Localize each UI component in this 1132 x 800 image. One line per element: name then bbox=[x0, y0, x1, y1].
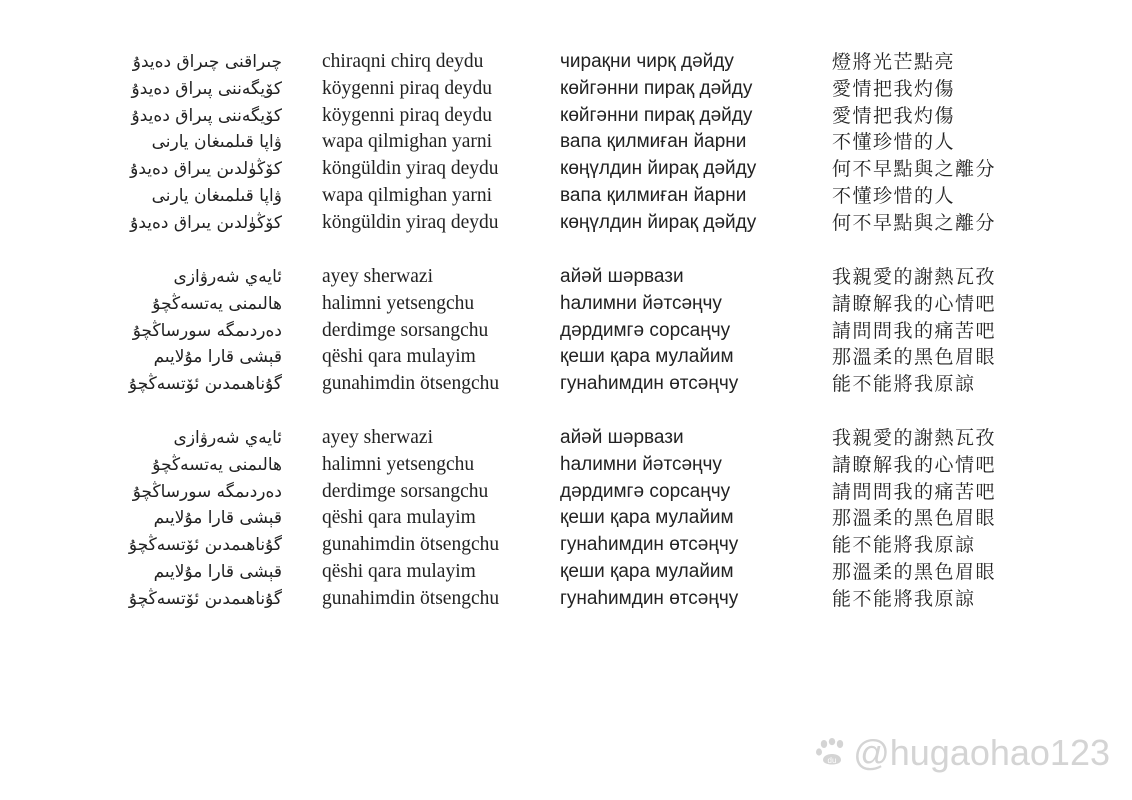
cyrillic-text: һалимни йәтсәңчу bbox=[560, 292, 722, 314]
cyrillic-text: вапа қилмиған йарни bbox=[560, 131, 747, 153]
chinese-text: 能不能將我原諒 bbox=[832, 587, 976, 610]
stanza-2 bbox=[0, 264, 1132, 398]
cyrillic-text: чирақни чирқ дәйду bbox=[560, 51, 734, 72]
chinese-text: 那溫柔的黑色眉眼 bbox=[832, 507, 997, 530]
watermark bbox=[815, 732, 1110, 774]
chinese-text: 請問問我的痛苦吧 bbox=[832, 319, 997, 342]
uyghur-text: دەردىمگە سورساڭچۇ bbox=[132, 320, 282, 341]
cyrillic-text: айәй шәрвази bbox=[560, 427, 684, 448]
stanza-3 bbox=[0, 425, 1132, 613]
latin-text: köngüldin yiraq deydu bbox=[322, 158, 499, 180]
watermark-text: @hugaohao123 bbox=[853, 732, 1110, 773]
uyghur-text: قېشى قارا مۇلايىم bbox=[153, 561, 282, 582]
chinese-text: 請瞭解我的心情吧 bbox=[832, 453, 997, 476]
lyric-line bbox=[0, 425, 1132, 452]
cyrillic-text: көңүлдин йирақ дәйду bbox=[560, 211, 757, 233]
uyghur-text: ھالىمنى يەتسەڭچۇ bbox=[152, 454, 282, 475]
cyrillic-text: қеши қара мулайим bbox=[560, 346, 734, 368]
watermark-logo-text: du bbox=[827, 756, 837, 765]
uyghur-text: دەردىمگە سورساڭچۇ bbox=[132, 481, 282, 502]
cyrillic-text: көңүлдин йирақ дәйду bbox=[560, 158, 757, 180]
cyrillic-text: гунаһимдин өтсәңчу bbox=[560, 587, 739, 609]
lyric-line bbox=[0, 586, 1132, 613]
latin-text: gunahimdin ötsengchu bbox=[322, 587, 500, 609]
chinese-text: 請瞭解我的心情吧 bbox=[832, 292, 997, 315]
lyric-line bbox=[0, 76, 1132, 103]
lyric-line bbox=[0, 49, 1132, 76]
chinese-text: 何不早點與之離分 bbox=[832, 158, 997, 181]
uyghur-text: قېشى قارا مۇلايىم bbox=[153, 508, 282, 529]
chinese-text: 愛情把我灼傷 bbox=[832, 104, 956, 127]
latin-text: qëshi qara mulayim bbox=[322, 507, 476, 529]
chinese-text: 燈將光芒點亮 bbox=[832, 51, 956, 73]
uyghur-text: چىراقنى چىراق دەيدۇ bbox=[132, 52, 282, 72]
latin-text: wapa qilmighan yarni bbox=[322, 131, 493, 153]
lyric-line bbox=[0, 318, 1132, 345]
uyghur-text: گۇناھىمدىن ئۆتسەڭچۇ bbox=[128, 535, 282, 556]
lyric-line bbox=[0, 559, 1132, 586]
cyrillic-text: айәй шәрвази bbox=[560, 266, 684, 287]
chinese-text: 不懂珍惜的人 bbox=[832, 184, 956, 207]
uyghur-text: كۆيگەننى پىراق دەيدۇ bbox=[131, 78, 282, 99]
stanza-1 bbox=[0, 49, 1132, 237]
lyric-line bbox=[0, 156, 1132, 183]
latin-text: ayey sherwazi bbox=[322, 266, 433, 287]
latin-text: chiraqni chirq deydu bbox=[322, 51, 484, 72]
uyghur-text: گۇناھىمدىن ئۆتسەڭچۇ bbox=[128, 588, 282, 609]
chinese-text: 能不能將我原諒 bbox=[832, 373, 976, 396]
latin-text: halimni yetsengchu bbox=[322, 292, 475, 314]
cyrillic-text: қеши қара мулайим bbox=[560, 507, 734, 529]
latin-text: ayey sherwazi bbox=[322, 427, 433, 448]
chinese-text: 能不能將我原諒 bbox=[832, 534, 976, 557]
cyrillic-text: көйгәнни пирақ дәйду bbox=[560, 77, 753, 99]
chinese-text: 那溫柔的黑色眉眼 bbox=[832, 346, 997, 369]
lyric-line bbox=[0, 505, 1132, 532]
cyrillic-text: вапа қилмиған йарни bbox=[560, 184, 747, 206]
lyric-line bbox=[0, 344, 1132, 371]
uyghur-text: ئايەي شەرۋازى bbox=[173, 267, 282, 287]
uyghur-text: ۋاپا قىلمىغان يارنى bbox=[151, 132, 282, 153]
cyrillic-text: гунаһимдин өтсәңчу bbox=[560, 373, 739, 395]
latin-text: qëshi qara mulayim bbox=[322, 560, 476, 582]
chinese-text: 我親愛的謝熱瓦孜 bbox=[832, 427, 997, 449]
lyric-line bbox=[0, 291, 1132, 318]
lyric-line bbox=[0, 103, 1132, 130]
uyghur-text: ئايەي شەرۋازى bbox=[173, 428, 282, 448]
latin-text: köygenni piraq deydu bbox=[322, 77, 493, 99]
chinese-text: 我親愛的謝熱瓦孜 bbox=[832, 266, 997, 288]
latin-text: derdimge sorsangchu bbox=[322, 319, 489, 341]
uyghur-text: گۇناھىمدىن ئۆتسەڭچۇ bbox=[128, 374, 282, 395]
cyrillic-text: һалимни йәтсәңчу bbox=[560, 453, 722, 475]
latin-text: wapa qilmighan yarni bbox=[322, 184, 493, 206]
cyrillic-text: қеши қара мулайим bbox=[560, 560, 734, 582]
lyric-line bbox=[0, 371, 1132, 398]
uyghur-text: كۆڭۈلدىن يىراق دەيدۇ bbox=[130, 159, 282, 180]
cyrillic-text: гунаһимдин өтсәңчу bbox=[560, 534, 739, 556]
chinese-text: 請問問我的痛苦吧 bbox=[832, 480, 997, 503]
uyghur-text: كۆڭۈلدىن يىراق دەيدۇ bbox=[130, 212, 282, 233]
cyrillic-text: көйгәнни пирақ дәйду bbox=[560, 104, 753, 126]
latin-text: derdimge sorsangchu bbox=[322, 480, 489, 502]
uyghur-text: كۆيگەننى پىراق دەيدۇ bbox=[131, 105, 282, 126]
latin-text: qëshi qara mulayim bbox=[322, 346, 476, 368]
latin-text: gunahimdin ötsengchu bbox=[322, 373, 500, 395]
uyghur-text: ھالىمنى يەتسەڭچۇ bbox=[152, 293, 282, 314]
cyrillic-text: дәрдимгә сорсаңчу bbox=[560, 319, 731, 341]
cyrillic-text: дәрдимгә сорсаңчу bbox=[560, 480, 731, 502]
chinese-text: 不懂珍惜的人 bbox=[832, 131, 956, 154]
uyghur-text: قېشى قارا مۇلايىم bbox=[153, 347, 282, 368]
paw-logo-icon bbox=[815, 738, 849, 768]
lyric-line bbox=[0, 452, 1132, 479]
chinese-text: 何不早點與之離分 bbox=[832, 211, 997, 234]
chinese-text: 那溫柔的黑色眉眼 bbox=[832, 560, 997, 583]
uyghur-text: ۋاپا قىلمىغان يارنى bbox=[151, 185, 282, 206]
chinese-text: 愛情把我灼傷 bbox=[832, 77, 956, 100]
latin-text: gunahimdin ötsengchu bbox=[322, 534, 500, 556]
latin-text: köygenni piraq deydu bbox=[322, 104, 493, 126]
lyric-line bbox=[0, 210, 1132, 237]
lyric-line bbox=[0, 532, 1132, 559]
latin-text: köngüldin yiraq deydu bbox=[322, 211, 499, 233]
lyric-line bbox=[0, 129, 1132, 156]
lyric-line bbox=[0, 183, 1132, 210]
lyric-line bbox=[0, 479, 1132, 506]
latin-text: halimni yetsengchu bbox=[322, 453, 475, 475]
lyric-line bbox=[0, 264, 1132, 291]
